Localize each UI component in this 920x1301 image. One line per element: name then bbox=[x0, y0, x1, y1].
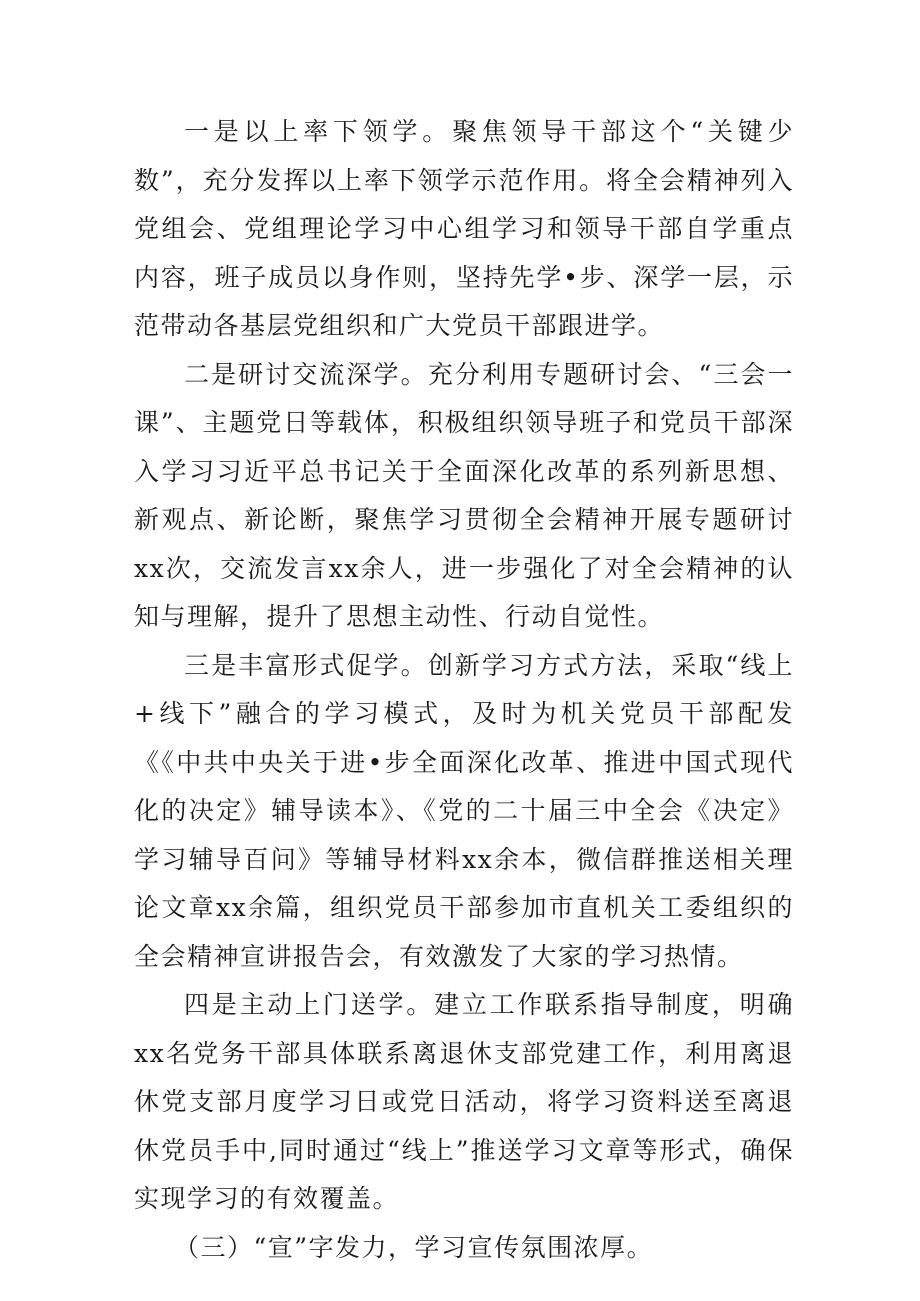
paragraph-2: 二是研讨交流深学。充分利用专题研讨会、“三会一课”、主题党日等载体，积极组织领导班子和党员干部深入学习习近平总书记关于全面深化改革的系列新思想、新观点、新论断，聚焦学习贯彻全会精神开展专题研讨xx次，交流发言xx余人，进一步强化了对全会精神的认知与理解，提升了思想主动性、行动自觉性。 bbox=[134, 359, 794, 631]
paragraph-3: 三是丰富形式促学。创新学习方式方法，采取“线上+线下”融合的学习模式，及时为机关党员干部配发《《中共中央关于进•步全面深化改革、推进中国式现代化的决定》辅导读本》、《党的二十届三中全会《决定》学习辅导百问》等辅导材料xx余本，微信群推送相关理论文章xx余篇，组织党员干部参加市直机关工委组织的全会精神宣讲报告会，有效激发了大家的学习热情。 bbox=[134, 650, 794, 971]
paragraph-4: 四是主动上门送学。建立工作联系指导制度，明确xx名党务干部具体联系离退休支部党建工作，利用离退休党支部月度学习日或党日活动，将学习资料送至离退休党员手中,同时通过“线上”推送学习文章等形式，确保实现学习的有效覆盖。 bbox=[134, 990, 794, 1213]
document-body bbox=[134, 108, 794, 1272]
section-heading: （三）“宣”字发力，学习宣传氛围浓厚。 bbox=[174, 1232, 654, 1262]
paragraph-1: 一是以上率下领学。聚焦领导干部这个“关键少数”，充分发挥以上率下领学示范作用。将全会精神列入党组会、党组理论学习中心组学习和领导干部自学重点内容，班子成员以身作则，坚持先学•步、深学一层，示范带动各基层党组织和广大党员干部跟进学。 bbox=[134, 117, 794, 340]
